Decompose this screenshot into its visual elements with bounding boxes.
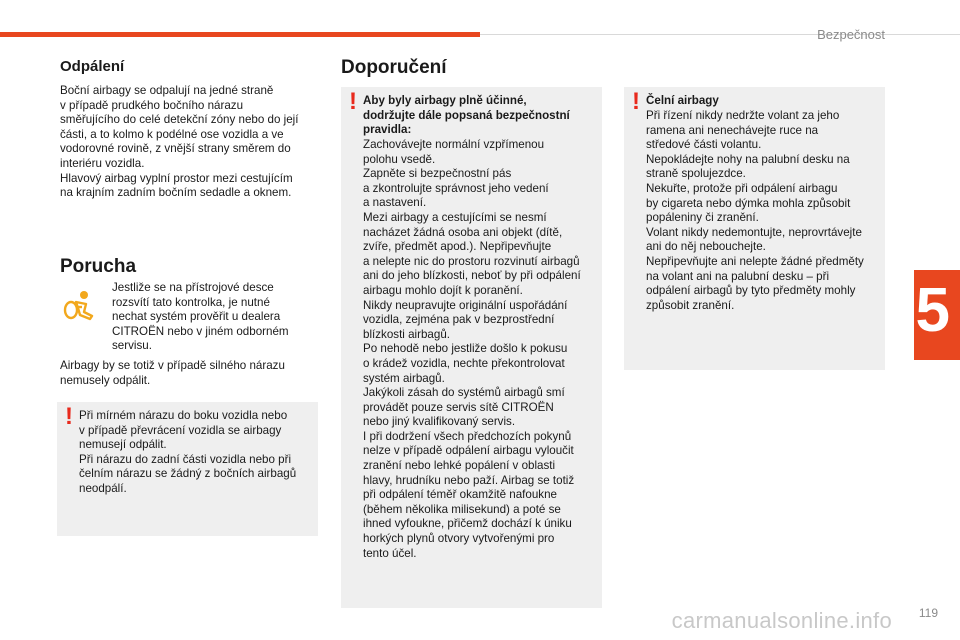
warning-exclamation-icon: ! — [349, 88, 357, 115]
right-warning-box — [624, 87, 885, 370]
header-accent-bar — [0, 32, 480, 37]
left-warning-box — [57, 402, 318, 536]
watermark: carmanualsonline.info — [671, 608, 892, 633]
airbag-warning-icon — [62, 288, 98, 324]
middle-warning-lead: Aby byly airbagy plně účinné, dodržujte dále popsaná bezpečnostní pravidla: — [363, 94, 570, 137]
warning-exclamation-icon: ! — [65, 403, 73, 430]
odpaleni-heading: Odpálení — [60, 58, 125, 75]
section-label: Bezpečnost — [817, 27, 885, 42]
porucha-icon-text: Jestliže se na přístrojové desce rozsvítí tato kontrolka, je nutné nechat systém prověřit u dealera CITROËN nebo v jiném odborném servisu. — [112, 281, 289, 353]
right-warning-lead: Čelní airbagy — [646, 94, 719, 107]
header-divider — [480, 34, 960, 35]
porucha-text: Airbagy by se totiž v případě silného nárazu nemusely odpálit. — [60, 359, 285, 387]
page-number: 119 — [918, 606, 938, 620]
porucha-heading: Porucha — [60, 256, 137, 277]
warning-exclamation-icon: ! — [632, 88, 640, 115]
odpaleni-text: Boční airbagy se odpalují na jedné straně v případě prudkého bočního nárazu směřujícího do celé detekční zóny nebo do její části, a to kolmo k podélné ose vozidla a ve vodorovné rovině, z vnější strany směrem do interiéru vozidla. Hlavový airbag vyplní prostor mezi cestujícím na krajním zadním bočním sedadle a oknem. — [60, 84, 299, 200]
chapter-number: 5 — [915, 276, 950, 345]
right-warning-text: Při řízení nikdy nedržte volant za jeho ramena ani nenechávejte ruce na středové části volantu. Nepokládejte nohy na palubní desku na straně spolujezdce. Nekuřte, protože při odpálení airbagu by cigareta nebo dýmka mohla způsobit popáleniny či zranění. Volant nikdy nedemontujte, neprovrtávejte ani do něj nebouchejte. Nepřipevňujte ani nelepte žádné předměty na volant ani na palubní desku – při odpálení airbagů by tyto předměty mohly způsobit zranění. — [646, 109, 864, 312]
left-warning-text: Při mírném nárazu do boku vozidla nebo v případě převrácení vozidla se airbagy nemusejí odpálit. Při nárazu do zadní části vozidla nebo při čelním nárazu se žádný z bočních airbagů neodpálí. — [79, 409, 297, 495]
doporuceni-heading: Doporučení — [341, 57, 447, 78]
middle-warning-text: Zachovávejte normální vzpřímenou polohu vsedě. Zapněte si bezpečnostní pás a zkontrolujte správnost jeho vedení a nastavení. Mezi airbagy a cestujícími se nesmí nacházet žádná osoba ani objekt (dítě, zvíře, předmět apod.). Nepřipevňujte a nelepte nic do prostoru rozvinutí airbagů ani do jeho blízkosti, neboť by při odpálení airbagu mohlo dojít k poranění. Nikdy neupravujte originální uspořádání vozidla, zejména pak v bezprostřední blízkosti airbagů. Po nehodě nebo jestliže došlo k pokusu o krádež vozidla, nechte překontrolovat systém airbagů. Jakýkoli zásah do systémů airbagů smí provádět pouze servis sítě CITROËN nebo jiný kvalifikovaný servis. I při dodržení všech předchozích pokynů nelze v případě odpálení airbagu vyloučit zranění nebo lehké popálení v oblasti hlavy, hrudníku nebo paží. Airbag se totiž při odpálení téměř okamžitě nafoukne (během několika milisekund) a poté se ihned vyfoukne, přičemž dochází k úniku horkých plynů otvory vytvořenými pro tento účel. — [363, 138, 581, 560]
middle-warning-box — [341, 87, 602, 608]
